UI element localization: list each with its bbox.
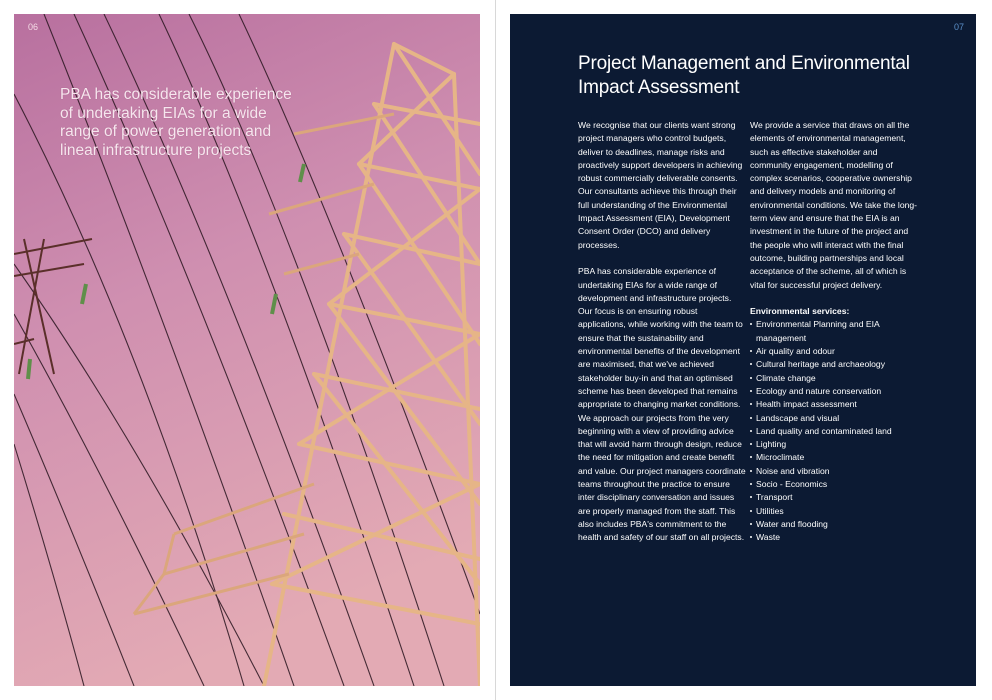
list-item: Air quality and odour — [750, 345, 918, 358]
list-item: Health impact assessment — [750, 398, 918, 411]
text-column-2 — [750, 119, 918, 545]
list-item: Land quality and contaminated land — [750, 425, 918, 438]
list-item: Noise and vibration — [750, 465, 918, 478]
page-number: 06 — [28, 22, 39, 32]
list-item: Transport — [750, 491, 918, 504]
services-heading: Environmental services: — [750, 306, 850, 317]
list-item: Utilities — [750, 505, 918, 518]
list-item: Lighting — [750, 438, 918, 451]
list-item: Water and flooding — [750, 518, 918, 531]
services-list — [750, 318, 918, 544]
page-title — [578, 52, 948, 100]
page-spine — [495, 0, 496, 700]
pull-quote: PBA has considerable experience of undertaking EIAs for a wide range of power generation and linear infrastructure projects — [60, 86, 292, 159]
list-item: Waste — [750, 531, 918, 544]
service-paragraph: We provide a service that draws on all the elements of environmental management, such as effective stakeholder and community engagement, modelling of complex scenarios, cooperative ownership and delivery models and monitoring of environmental conditions. We take the long-term view and ensure that the EIA is an investment in the future of the project and the people who will interact with the final outcome, building partnerships and local acceptance of the scheme, all of which is vital for successful project delivery. — [750, 120, 918, 290]
list-item: Environmental Planning and EIA management — [750, 318, 918, 345]
page-title-line-2: Impact Assessment — [578, 77, 740, 98]
page-title-line-1: Project Management and Environmental — [578, 53, 910, 74]
intro-paragraph: We recognise that our clients want strong project managers who control budgets, deliver to deadlines, manage risks and proactively support developers in achieving robust commercially deliverable consents. Our consultants achieve this through their full understanding of the Environmental Impact Assessment (EIA), Development Consent Order (DCO) and delivery processes. — [578, 120, 743, 250]
list-item: Cultural heritage and archaeology — [750, 358, 918, 371]
right-page — [510, 14, 976, 686]
page-number: 07 — [953, 22, 964, 32]
list-item: Microclimate — [750, 451, 918, 464]
text-column-1 — [578, 119, 746, 558]
list-item: Ecology and nature conservation — [750, 385, 918, 398]
list-item: Landscape and visual — [750, 412, 918, 425]
experience-paragraph: PBA has considerable experience of undertaking EIAs for a wide range of development and infrastructure projects. Our focus is on ensuring robust applications, while working with the team to ensure that the sustainability and environmental benefits of the development are maximised, that we've achieved stakeholder buy-in and that an optimised scheme has been developed that remains appropriate to changing market conditions. We approach our projects from the very beginning with a view of providing advice that will avoid harm through design, reduce the need for mitigation and create benefit and value. Our project managers coordinate teams throughout the practice to ensure inter disciplinary conversation and issues are properly managed from the staff. This also includes PBA's commitment to the health and safety of our staff on all projects. — [578, 266, 746, 543]
left-page — [14, 14, 480, 686]
list-item: Climate change — [750, 372, 918, 385]
list-item: Socio - Economics — [750, 478, 918, 491]
